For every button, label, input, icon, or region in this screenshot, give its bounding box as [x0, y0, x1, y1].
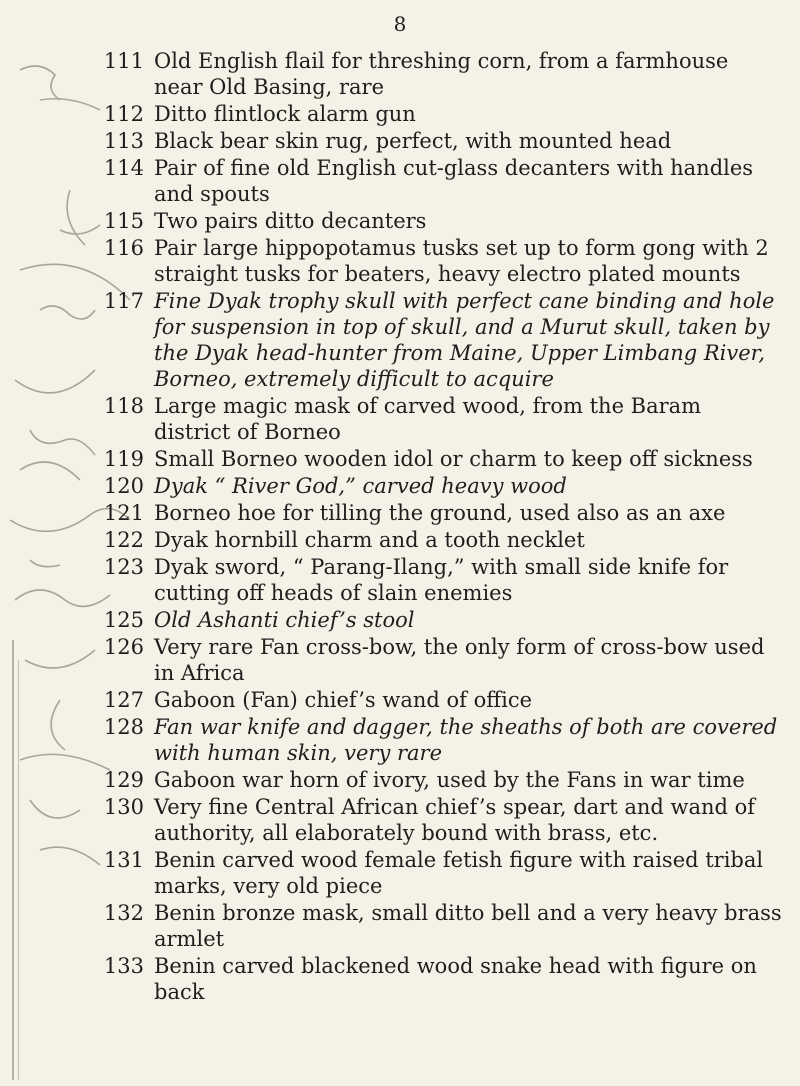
lot-entry [82, 208, 782, 234]
page-edge-shadow-inner [18, 660, 19, 1080]
lot-description: Dyak sword, “ Parang-Ilang,” with small side knife for cutting off heads of slain enemies [154, 555, 729, 605]
lot-number: 114 [103, 156, 144, 180]
lot-entry [82, 714, 782, 766]
lot-number: 120 [103, 474, 144, 498]
lot-number: 132 [103, 901, 144, 925]
lot-number: 121 [103, 501, 144, 525]
lot-entry [82, 953, 782, 1005]
lot-entry [82, 847, 782, 899]
lot-description: Very fine Central African chief’s spear, dart and wand of authority, all elaborately bound with brass, etc. [154, 795, 756, 845]
lot-description: Large magic mask of carved wood, from the Baram district of Borneo [154, 394, 702, 444]
lot-entry [82, 101, 782, 127]
lot-number: 128 [103, 715, 144, 739]
lot-description: Gaboon (Fan) chief’s wand of office [154, 688, 533, 712]
lot-entry [82, 687, 782, 713]
lot-entry [82, 554, 782, 606]
catalogue-lot-list [82, 48, 782, 1006]
lot-number: 111 [103, 49, 144, 73]
lot-description: Gaboon war horn of ivory, used by the Fans in war time [154, 768, 745, 792]
lot-entry [82, 235, 782, 287]
lot-number: 119 [103, 447, 144, 471]
lot-entry [82, 155, 782, 207]
lot-description: Benin bronze mask, small ditto bell and a very heavy brass armlet [154, 901, 782, 951]
lot-entry [82, 634, 782, 686]
lot-description: Benin carved wood female fetish figure with raised tribal marks, very old piece [154, 848, 764, 898]
lot-number: 116 [103, 236, 144, 260]
lot-entry [82, 393, 782, 445]
lot-description: Pair of fine old English cut-glass decanters with handles and spouts [154, 156, 754, 206]
lot-description: Pair large hippopotamus tusks set up to form gong with 2 straight tusks for beaters, heavy electro plated mounts [154, 236, 769, 286]
lot-description: Fan war knife and dagger, the sheaths of both are covered with human skin, very rare [154, 715, 778, 765]
lot-description: Small Borneo wooden idol or charm to keep off sickness [154, 447, 753, 471]
lot-entry [82, 446, 782, 472]
lot-entry [82, 128, 782, 154]
lot-number: 112 [103, 102, 144, 126]
lot-entry [82, 527, 782, 553]
lot-entry [82, 607, 782, 633]
lot-number: 123 [103, 555, 144, 579]
lot-number: 115 [103, 209, 144, 233]
lot-description: Old English flail for threshing corn, from a farmhouse near Old Basing, rare [154, 49, 729, 99]
lot-entry [82, 473, 782, 499]
lot-number: 126 [103, 635, 144, 659]
lot-number: 122 [103, 528, 144, 552]
lot-entry [82, 500, 782, 526]
lot-description: Dyak hornbill charm and a tooth necklet [154, 528, 585, 552]
lot-description: Two pairs ditto decanters [154, 209, 427, 233]
lot-number: 131 [103, 848, 144, 872]
lot-entry [82, 48, 782, 100]
lot-entry [82, 794, 782, 846]
lot-description: Black bear skin rug, perfect, with mounted head [154, 129, 672, 153]
lot-number: 130 [103, 795, 144, 819]
lot-description: Fine Dyak trophy skull with perfect cane binding and hole for suspension in top of skull, and a Murut skull, taken by the Dyak head-hunter from Maine, Upper Limbang River, Borneo, extremely difficult to acquire [154, 289, 775, 391]
lot-number: 113 [103, 129, 144, 153]
lot-number: 133 [103, 954, 144, 978]
lot-entry [82, 900, 782, 952]
lot-description: Benin carved blackened wood snake head with figure on back [154, 954, 757, 1004]
page-edge-shadow [12, 640, 14, 1080]
lot-description: Dyak “ River God,” carved heavy wood [154, 474, 567, 498]
lot-number: 117 [103, 289, 144, 313]
lot-description: Old Ashanti chief’s stool [154, 608, 415, 632]
lot-description: Ditto flintlock alarm gun [154, 102, 416, 126]
lot-description: Very rare Fan cross-bow, the only form of cross-bow used in Africa [154, 635, 765, 685]
lot-entry [82, 288, 782, 392]
page-number: 8 [393, 12, 407, 36]
lot-number: 125 [103, 608, 144, 632]
lot-entry [82, 767, 782, 793]
lot-number: 129 [103, 768, 144, 792]
lot-description: Borneo hoe for tilling the ground, used also as an axe [154, 501, 726, 525]
lot-number: 118 [103, 394, 144, 418]
lot-number: 127 [103, 688, 144, 712]
